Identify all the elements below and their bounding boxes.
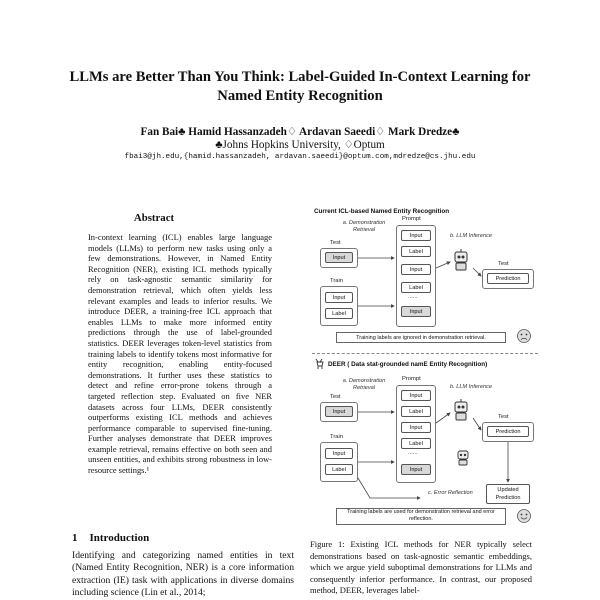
updated-prediction-box: Updated Prediction xyxy=(486,484,530,504)
bottom-test-label: Test xyxy=(330,394,341,400)
top-test-input: Input xyxy=(325,252,353,263)
bottom-train-input: Input xyxy=(325,448,353,459)
emails: fbai3@jh.edu,{hamid.hassanzadeh, ardavan.saeedi}@optum.com,mdredze@cs.jhu.edu xyxy=(124,153,476,161)
bottom-prompt-test-input: Input xyxy=(401,464,431,475)
figure-1 xyxy=(310,208,540,528)
top-prompt-label-1: Label xyxy=(401,246,431,257)
top-test-label: Test xyxy=(330,240,341,246)
bottom-prompt-label-1: Label xyxy=(401,406,431,417)
top-prompt-test-input: Input xyxy=(401,306,431,317)
top-demo-retrieval-label: a. Demonstration Retrieval xyxy=(342,220,386,233)
figure-caption: Figure 1: Existing ICL methods for NER typically select demonstrations based on task-agnostic semantic embeddings, which we argue yield suboptimal demonstrations for LLMs and consequently inferior performance. In contrast, our proposed method, DEER, leverages label- xyxy=(310,539,532,596)
bottom-note: Training labels are used for demonstration retrieval and error reflection. xyxy=(336,508,506,525)
top-prompt-label: Prompt xyxy=(402,216,421,222)
bottom-train-label: Train xyxy=(330,434,343,440)
figure-top-title: Current ICL-based Named Entity Recognition xyxy=(314,208,450,215)
intro-heading xyxy=(72,532,149,544)
top-train-label: Train xyxy=(330,278,343,284)
top-train-input: Input xyxy=(325,292,353,303)
paper-title xyxy=(40,68,560,106)
bottom-prediction-box: Prediction xyxy=(487,426,529,437)
bottom-prompt-label: Prompt xyxy=(402,376,421,382)
abstract-heading: Abstract xyxy=(133,212,175,224)
bottom-test-input: Input xyxy=(325,406,353,417)
top-train-label-box: Label xyxy=(325,308,353,319)
affiliation: ♣Johns Hopkins University, ♢Optum xyxy=(215,139,385,151)
top-prompt-input-1: Input xyxy=(401,230,431,241)
authors: Fan Bai♣ Hamid Hassanzadeh♢ Ardavan Saeedi♢ Mark Dredze♣ xyxy=(140,126,460,138)
top-prompt-label-2: Label xyxy=(401,282,431,293)
bottom-prompt-input-1: Input xyxy=(401,390,431,401)
top-test-output-label: Test xyxy=(498,261,509,267)
intro-title: Introduction xyxy=(89,532,150,544)
top-llm-inference-label: b. LLM Inference xyxy=(450,233,492,239)
smile-face-icon xyxy=(516,508,532,524)
error-reflection-label: c. Error Reflection xyxy=(428,490,473,496)
top-prompt-input-2: Input xyxy=(401,264,431,275)
figure-bottom-title: DEER ( Data stat-grounded namE Entity Recognition) xyxy=(328,361,488,368)
bottom-llm-inference-label: b. LLM Inference xyxy=(450,384,492,390)
title-line-1: LLMs are Better Than You Think: Label-Guided In-Context Learning for xyxy=(69,69,531,85)
bottom-test-output-label: Test xyxy=(498,414,509,420)
bottom-prompt-label-2: Label xyxy=(401,438,431,449)
bottom-prompt-ellipsis: ...... xyxy=(408,450,418,456)
bottom-train-label-box: Label xyxy=(325,464,353,475)
intro-number: 1 xyxy=(72,532,78,544)
bottom-arrows xyxy=(310,208,540,528)
bottom-demo-retrieval-label: a. Demonstration Retrieval xyxy=(342,378,386,391)
abstract-text: In-context learning (ICL) enables large language models (LLMs) to perform new tasks using only a few demonstrations. However, in Named Entity Recognition (NER), existing ICL methods typically rely on task-agnostic semantic similarity for demonstration retrieval, which often yields less relevant examples and leads to inferior results. We introduce DEER, a training-free ICL approach that enables LLMs to make more informed entity predictions through the use of label-grounded statistics. DEER leverages token-level statistics from training labels to identify tokens most informative for entity recognition, enabling entity-focused demonstrations. It further uses these statistics to detect and refine error-prone tokens through a targeted reflection step. Evaluated on five NER datasets across four LLMs, DEER consistently outperforms existing ICL methods and achieves performance comparable to supervised fine-tuning. Further analyses demonstrate that DEER improves example retrieval, remains effective on both seen and unseen entities, and exhibits strong robustness in low-resource settings.¹ xyxy=(88,232,272,476)
top-prompt-ellipsis: ...... xyxy=(408,294,418,300)
title-line-2: Named Entity Recognition xyxy=(217,88,383,104)
intro-text: Identifying and categorizing named entities in text (Named Entity Recognition, NER) is a core information extraction (IE) task with applications in diverse domains including science (Lin et al., 2014; xyxy=(72,550,294,598)
top-prediction-box: Prediction xyxy=(487,273,529,284)
bottom-prompt-input-2: Input xyxy=(401,422,431,433)
top-note: Training labels are ignored in demonstration retrieval. xyxy=(336,332,506,343)
